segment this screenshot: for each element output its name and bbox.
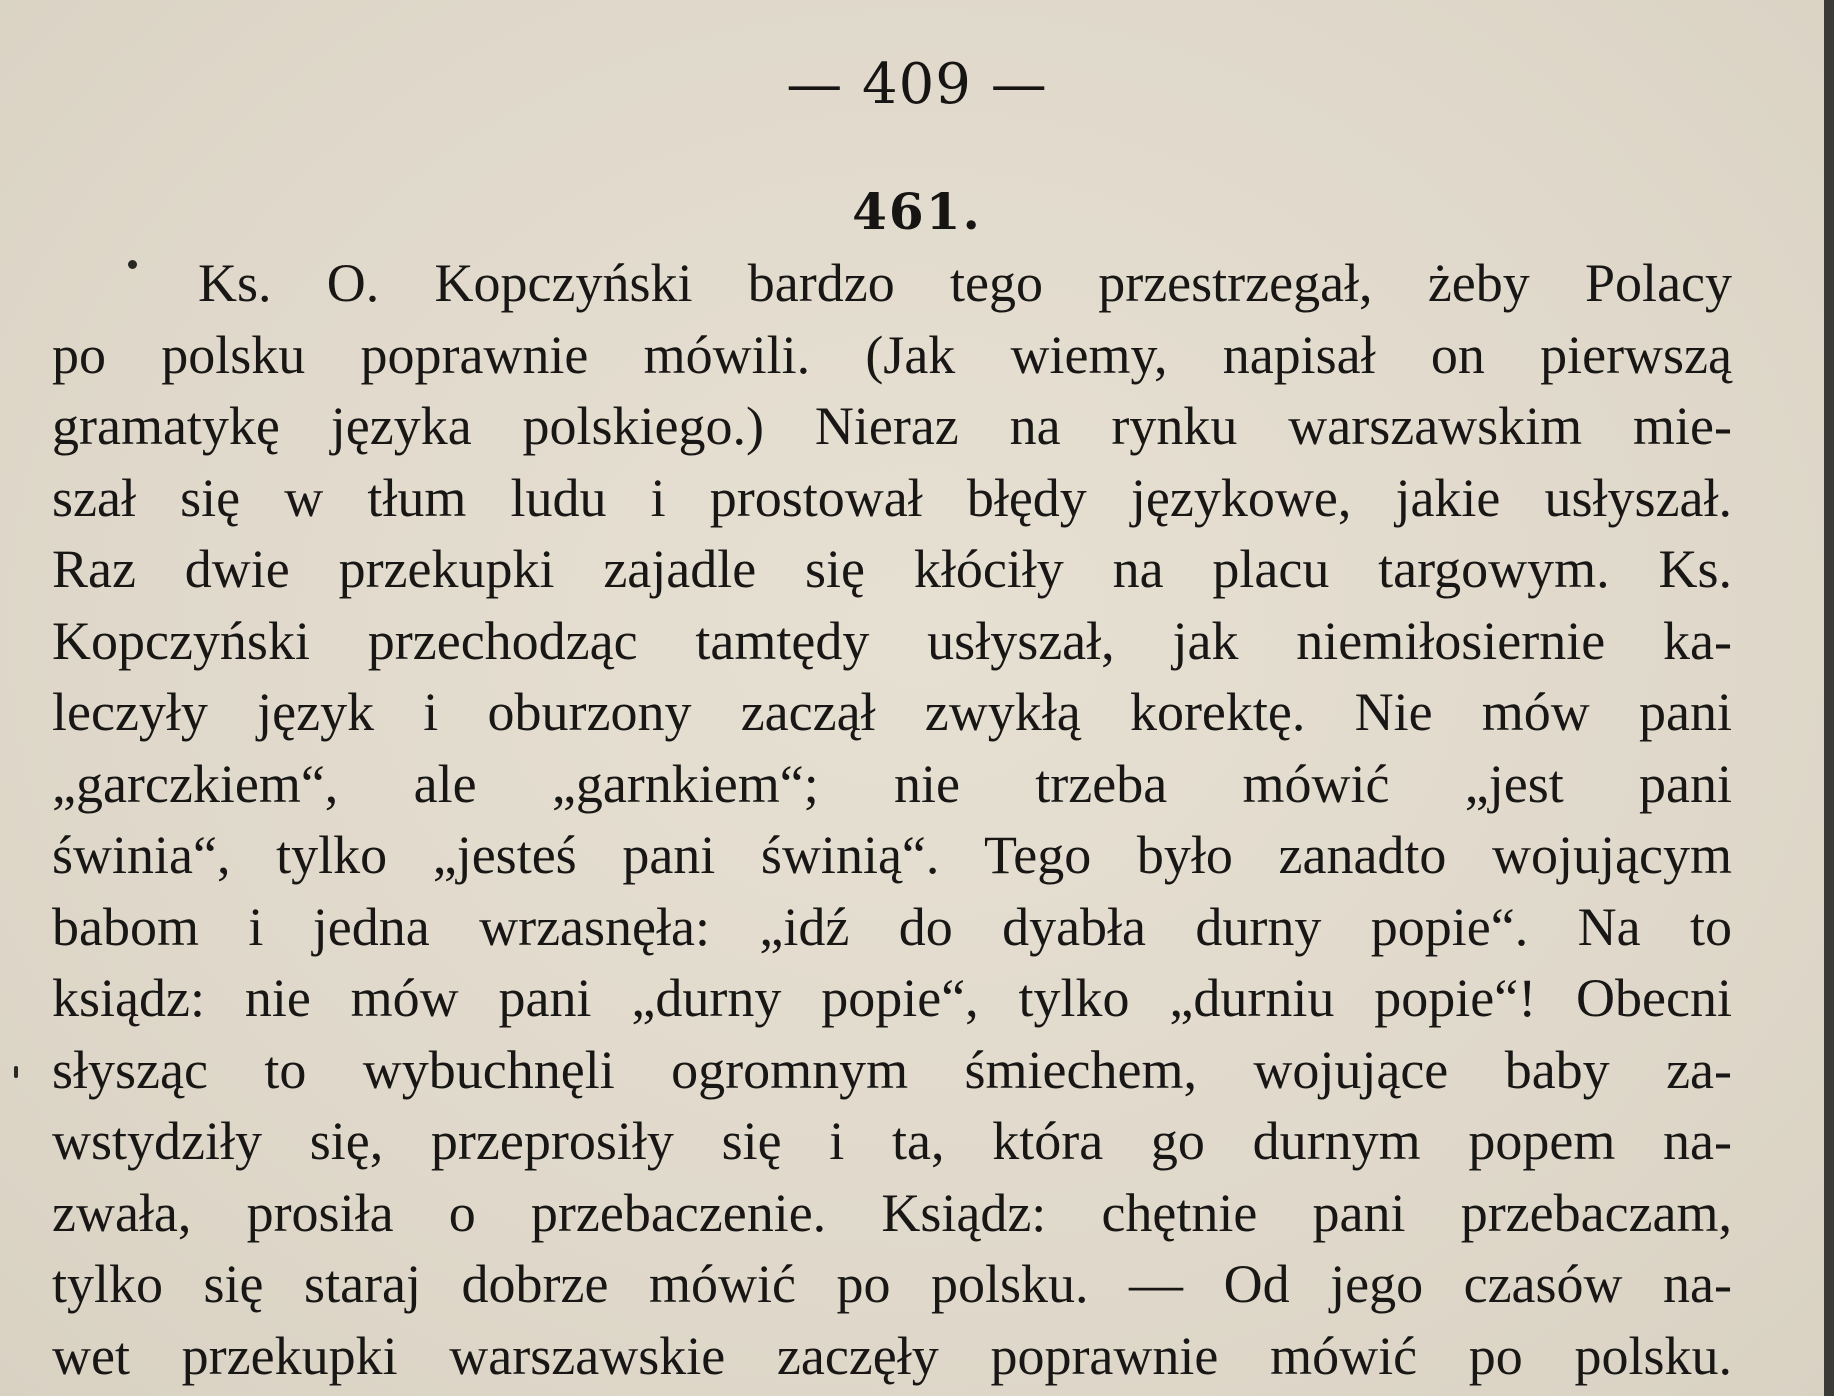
text-line: zwała, prosiła o przebaczenie. Ksiądz: chętnie pani przebaczam, — [52, 1182, 1732, 1243]
text-line: ksiądz: nie mów pani „durny popie“, tylko „durniu popie“! Obecni — [52, 968, 1732, 1028]
text-line: gramatykę języka polskiego.) Nieraz na rynku warszawskim mie- — [52, 396, 1732, 456]
text-line: Raz dwie przekupki zajadle się kłóciły na placu targowym. Ks. — [52, 539, 1732, 599]
entry-number: 461. — [852, 182, 982, 241]
text-line: tylko się staraj dobrze mówić po polsku. — Od jego czasów na- — [52, 1254, 1732, 1314]
text-line: Kopczyński przechodząc tamtędy usłyszał, jak niemiłosiernie ka- — [52, 610, 1732, 671]
ink-speck — [128, 260, 137, 269]
ink-speck — [14, 1066, 18, 1078]
text-line: babom i jedna wrzasnęła: „idź do dyabła durny popie“. Na to — [52, 896, 1732, 957]
text-line: „garczkiem“, ale „garnkiem“; nie trzeba mówić „jest pani — [52, 753, 1732, 814]
text-line: słysząc to wybuchnęli ogromnym śmiechem, wojujące baby za- — [52, 1039, 1732, 1100]
text-line: Ks. O. Kopczyński bardzo tego przestrzegał, żeby Polacy — [198, 253, 1732, 313]
text-line: po polsku poprawnie mówili. (Jak wiemy, napisał on pierwszą — [52, 324, 1732, 385]
body-paragraph — [52, 248, 1732, 1392]
text-line: leczyły język i oburzony zaczął zwykłą korektę. Nie mów pani — [52, 682, 1732, 742]
page-number: — 409 — — [786, 52, 1048, 117]
text-line: szał się w tłum ludu i prostował błędy językowe, jakie usłyszał. — [52, 467, 1732, 528]
text-line: świnia“, tylko „jesteś pani świnią“. Tego było zanadto wojującym — [52, 825, 1732, 885]
text-line: wstydziły się, przeprosiły się i ta, która go durnym popem na- — [52, 1111, 1732, 1171]
scan-edge — [1824, 0, 1834, 1396]
text-line: wet przekupki warszawskie zaczęły poprawnie mówić po polsku. — [52, 1325, 1732, 1386]
